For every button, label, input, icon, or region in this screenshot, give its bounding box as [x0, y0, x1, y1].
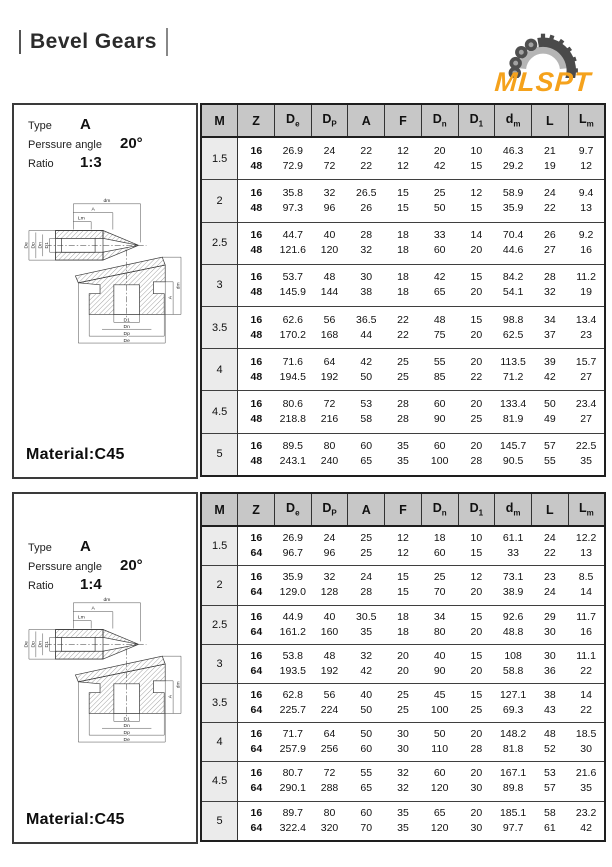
spec-cell: 16 48 [250, 271, 263, 299]
dim-label-de-bottom: De [123, 738, 130, 744]
dim-label-a-right: A [168, 295, 174, 300]
spec-cell: 15 20 [470, 271, 483, 299]
spec-cell: 40 120 [320, 229, 339, 257]
title-divider-left [19, 30, 21, 54]
module-value: 5 [201, 801, 238, 841]
spec-cell: 55 65 [360, 767, 373, 795]
column-header: A [348, 493, 385, 526]
spec-cell: 61.1 33 [502, 532, 524, 560]
spec-cell: 60 100 [430, 440, 449, 468]
spec-cell: 20 20 [397, 649, 409, 677]
spec-cell: 18 18 [397, 271, 409, 299]
spec-cell: 16 64 [250, 571, 263, 599]
spec-cell: 71.6 194.5 [279, 355, 306, 383]
spec-cell: 73.1 38.9 [502, 571, 524, 599]
spec-cell: 34 80 [433, 610, 446, 638]
dim-label-a: A [91, 606, 95, 612]
brand-logo [482, 12, 604, 98]
spec-cell: 23.4 27 [575, 397, 597, 425]
spec-cell: 30 38 [360, 271, 373, 299]
spec-cell: 80.7 290.1 [279, 767, 306, 795]
spec-cell: 56 168 [320, 313, 339, 341]
spec-cell: 62.6 170.2 [279, 313, 306, 341]
spec-panel-ratio-1-4 [12, 492, 198, 844]
module-row [201, 801, 605, 841]
module-value: 3.5 [201, 683, 238, 722]
bevel-gear-drawing [18, 590, 188, 746]
module-value: 4.5 [201, 391, 238, 433]
module-value: 1.5 [201, 526, 238, 566]
module-value: 2.5 [201, 222, 238, 264]
spec-cell: 24 22 [543, 186, 556, 214]
spec-cell: 148.2 81.8 [499, 728, 527, 756]
module-value: 2.5 [201, 605, 238, 644]
spec-cell: 15 15 [397, 186, 409, 214]
module-row [201, 723, 605, 762]
spec-cell: 145.7 90.5 [499, 440, 527, 468]
spec-cell: 50 110 [431, 728, 449, 756]
spec-cell: 25 25 [397, 355, 409, 383]
dim-label-dn-bottom: Dn [123, 325, 130, 331]
column-header: $D_P$ [311, 104, 348, 137]
spec-cell: 80 320 [320, 806, 339, 834]
spec-cell: 64 256 [320, 728, 339, 756]
spec-cell: 50 49 [543, 397, 556, 425]
column-header: $L_m$ [568, 104, 605, 137]
spec-cell: 18.5 30 [575, 728, 597, 756]
spec-cell: 26.9 96.7 [282, 532, 304, 560]
spec-cell: 57 55 [543, 440, 556, 468]
spec-cell: 20 28 [470, 728, 483, 756]
spec-cell: 24 72 [323, 144, 336, 172]
spec-cell: 71.7 257.9 [279, 728, 306, 756]
module-row [201, 349, 605, 391]
spec-cell: 12 15 [470, 186, 483, 214]
pressure-angle-value: 20° [120, 557, 143, 574]
spec-cell: 28 28 [397, 397, 409, 425]
spec-cell: 22 22 [360, 144, 373, 172]
material-note: Material:C45 [26, 446, 125, 463]
dim-label-dm-right: dm [176, 681, 182, 689]
spec-cell: 20 28 [470, 440, 483, 468]
spec-cell: 53.7 145.9 [279, 271, 306, 299]
column-header: Z [238, 493, 275, 526]
spec-cell: 62.8 225.7 [279, 689, 306, 717]
spec-cell: 167.1 89.8 [499, 767, 527, 795]
spec-cell: 12 20 [470, 571, 483, 599]
spec-cell: 55 85 [433, 355, 446, 383]
column-header: $D_1$ [458, 493, 495, 526]
dim-label-dp-left: Dp [31, 641, 37, 648]
spec-cell: 24 22 [543, 532, 556, 560]
spec-cell: 9.2 16 [578, 229, 594, 257]
spec-cell: 11.1 22 [576, 649, 596, 677]
type-label: Type [28, 542, 52, 554]
spec-cell: 16 64 [250, 689, 263, 717]
spec-cell: 35.9 129.0 [279, 571, 306, 599]
spec-cell: 20 30 [470, 806, 483, 834]
spec-cell: 58.9 35.9 [502, 186, 524, 214]
column-header: $D_n$ [421, 493, 458, 526]
spec-cell: 35 35 [397, 440, 409, 468]
spec-cell: 36.5 44 [356, 313, 377, 341]
spec-cell: 18 60 [433, 532, 446, 560]
pressure-angle-label: Perssure angle [28, 561, 102, 573]
module-value: 4.5 [201, 762, 238, 801]
spec-cell: 25 70 [433, 571, 446, 599]
spec-cell: 16 64 [250, 728, 263, 756]
spec-cell: 24 28 [360, 571, 373, 599]
spec-cell: 10 15 [470, 144, 483, 172]
dim-label-dp-bottom: Dp [123, 731, 130, 737]
spec-cell: 80.6 218.8 [279, 397, 306, 425]
spec-cell: 25 50 [433, 186, 446, 214]
spec-table-ratio-1-4 [200, 492, 606, 842]
spec-cell: 16 64 [250, 532, 263, 560]
spec-cell: 39 42 [543, 355, 556, 383]
dim-label-de-bottom: De [123, 339, 130, 345]
dim-label-lm: Lm [77, 615, 85, 621]
dim-label-d1-left: D1 [45, 242, 51, 249]
pressure-angle-label: Perssure angle [28, 139, 102, 151]
spec-cell: 80 240 [320, 440, 339, 468]
spec-cell: 60 70 [360, 806, 373, 834]
type-value: A [80, 116, 91, 133]
module-value: 5 [201, 433, 238, 476]
gear-info [28, 116, 143, 173]
module-row [201, 222, 605, 264]
spec-cell: 15 20 [470, 610, 483, 638]
column-header: $D_e$ [274, 104, 311, 137]
spec-cell: 65 120 [430, 806, 449, 834]
spec-table [200, 103, 606, 477]
spec-cell: 16 48 [250, 144, 263, 172]
spec-cell: 42 65 [433, 271, 446, 299]
spec-cell: 9.7 12 [578, 144, 594, 172]
spec-cell: 44.9 161.2 [279, 610, 306, 638]
spec-cell: 16 64 [250, 649, 263, 677]
spec-cell: 46.3 29.2 [502, 144, 524, 172]
spec-cell: 20 25 [470, 397, 483, 425]
spec-cell: 40 90 [433, 649, 446, 677]
module-value: 2 [201, 180, 238, 222]
spec-cell: 14 22 [580, 689, 592, 717]
spec-cell: 12.2 13 [575, 532, 597, 560]
module-row [201, 137, 605, 180]
module-row [201, 683, 605, 722]
spec-cell: 20 22 [470, 355, 483, 383]
module-value: 3.5 [201, 306, 238, 348]
spec-cell: 14 20 [470, 229, 483, 257]
module-row [201, 762, 605, 801]
spec-cell: 23.2 42 [575, 806, 597, 834]
module-row [201, 526, 605, 566]
spec-cell: 24 96 [323, 532, 336, 560]
spec-cell: 25 25 [397, 689, 409, 717]
spec-cell: 16 48 [250, 229, 263, 257]
spec-cell: 48 192 [320, 649, 339, 677]
page-header [19, 28, 168, 56]
dim-label-d1-left: D1 [45, 641, 51, 648]
module-row [201, 605, 605, 644]
gear-info [28, 538, 143, 595]
spec-cell: 25 25 [360, 532, 373, 560]
drawing-area [18, 191, 188, 352]
spec-cell: 53 58 [360, 397, 373, 425]
spec-cell: 18 18 [397, 229, 409, 257]
column-header: F [385, 104, 422, 137]
spec-cell: 26.9 72.9 [282, 144, 304, 172]
spec-cell: 30 36 [543, 649, 556, 677]
bevel-gear-drawing [18, 191, 188, 347]
module-row [201, 180, 605, 222]
spec-cell: 89.5 243.1 [279, 440, 306, 468]
material-note: Material:C45 [26, 811, 125, 828]
column-header: L [531, 493, 568, 526]
spec-cell: 15 20 [470, 313, 483, 341]
spec-cell: 20 42 [433, 144, 446, 172]
spec-cell: 15 25 [470, 689, 483, 717]
module-value: 3 [201, 264, 238, 306]
spec-cell: 16 64 [250, 767, 263, 795]
spec-cell: 21 19 [543, 144, 556, 172]
spec-cell: 11.7 16 [576, 610, 596, 638]
dim-label-d1-bottom: D1 [123, 318, 130, 324]
spec-cell: 48 144 [320, 271, 339, 299]
spec-cell: 9.4 13 [578, 186, 594, 214]
brand-name: MLSPT [493, 67, 593, 97]
type-value: A [80, 538, 91, 555]
spec-cell: 60 120 [430, 767, 449, 795]
spec-cell: 60 90 [433, 397, 446, 425]
spec-cell: 29 30 [543, 610, 556, 638]
ratio-label: Ratio [28, 158, 54, 170]
dim-label-a: A [91, 207, 95, 213]
spec-cell: 33 60 [433, 229, 446, 257]
spec-cell: 32 32 [397, 767, 409, 795]
spec-cell: 16 48 [250, 313, 263, 341]
module-row [201, 644, 605, 683]
spec-cell: 28 32 [543, 271, 556, 299]
dim-label-lm: Lm [77, 216, 85, 222]
dim-label-a-right: A [168, 694, 174, 699]
spec-cell: 21.6 35 [575, 767, 597, 795]
module-row [201, 306, 605, 348]
spec-cell: 98.8 62.5 [502, 313, 524, 341]
column-header: $d_m$ [495, 104, 532, 137]
spec-cell: 16 64 [250, 610, 263, 638]
dim-label-dn-left: Dn [38, 641, 44, 648]
spec-cell: 8.5 14 [578, 571, 594, 599]
ratio-value: 1:4 [80, 576, 102, 593]
dim-label-d1-bottom: D1 [123, 717, 130, 723]
spec-cell: 58 61 [543, 806, 556, 834]
spec-cell: 45 100 [430, 689, 449, 717]
spec-cell: 92.6 48.8 [502, 610, 524, 638]
spec-cell: 30.5 35 [356, 610, 377, 638]
spec-cell: 48 75 [433, 313, 446, 341]
spec-cell: 108 58.8 [502, 649, 524, 677]
spec-cell: 13.4 23 [575, 313, 597, 341]
spec-cell: 42 50 [360, 355, 373, 383]
dim-label-de-left: De [24, 641, 30, 648]
column-header: A [348, 104, 385, 137]
spec-cell: 15 20 [470, 649, 483, 677]
spec-cell: 32 96 [323, 186, 336, 214]
column-header: F [385, 493, 422, 526]
spec-cell: 35.8 97.3 [282, 186, 304, 214]
column-header: M [201, 104, 238, 137]
spec-cell: 70.4 44.6 [502, 229, 524, 257]
spec-cell: 72 288 [320, 767, 339, 795]
column-header: $D_e$ [274, 493, 311, 526]
spec-cell: 40 160 [320, 610, 339, 638]
dim-label-dm-right: dm [176, 282, 182, 290]
dim-label-de-left: De [24, 242, 30, 249]
column-header: $D_P$ [311, 493, 348, 526]
page-title: Bevel Gears [30, 30, 157, 53]
ratio-label: Ratio [28, 580, 54, 592]
spec-cell: 64 192 [320, 355, 339, 383]
spec-cell: 50 60 [360, 728, 373, 756]
dim-label-dp-left: Dp [31, 242, 37, 249]
module-value: 2 [201, 566, 238, 605]
column-header: $D_1$ [458, 104, 495, 137]
spec-cell: 38 43 [543, 689, 556, 717]
spec-cell: 28 32 [360, 229, 373, 257]
spec-cell: 48 52 [543, 728, 556, 756]
spec-cell: 113.5 71.2 [500, 355, 526, 383]
dim-label-dn-left: Dn [38, 242, 44, 249]
spec-cell: 32 128 [320, 571, 339, 599]
column-header: M [201, 493, 238, 526]
spec-cell: 40 50 [360, 689, 373, 717]
spec-cell: 22.5 35 [575, 440, 597, 468]
spec-cell: 53 57 [543, 767, 556, 795]
dim-label-dp-bottom: Dp [123, 332, 130, 338]
drawing-area [18, 590, 188, 751]
pinion-section [46, 629, 147, 659]
module-value: 1.5 [201, 137, 238, 180]
spec-cell: 60 65 [360, 440, 373, 468]
spec-cell: 16 48 [250, 440, 263, 468]
column-header: L [531, 104, 568, 137]
spec-cell: 26.5 26 [356, 186, 377, 214]
spec-cell: 12 12 [397, 144, 409, 172]
spec-cell: 127.1 69.3 [499, 689, 527, 717]
module-row [201, 566, 605, 605]
module-value: 4 [201, 723, 238, 762]
pinion-section [46, 230, 147, 260]
spec-cell: 35 35 [397, 806, 409, 834]
gear-section [75, 250, 165, 324]
spec-cell: 15 15 [397, 571, 409, 599]
module-row [201, 391, 605, 433]
module-value: 3 [201, 644, 238, 683]
spec-cell: 133.4 81.9 [499, 397, 527, 425]
dim-label-dm: dm [103, 198, 111, 204]
spec-cell: 22 22 [397, 313, 409, 341]
dim-label-dm: dm [103, 597, 111, 603]
type-label: Type [28, 120, 52, 132]
spec-cell: 32 42 [360, 649, 373, 677]
spec-panel-ratio-1-3 [12, 103, 198, 479]
spec-cell: 15.7 27 [575, 355, 597, 383]
column-header: $D_n$ [421, 104, 458, 137]
module-value: 4 [201, 349, 238, 391]
pressure-angle-value: 20° [120, 135, 143, 152]
gear-section [75, 649, 165, 723]
module-row [201, 433, 605, 476]
column-header: $d_m$ [495, 493, 532, 526]
spec-cell: 84.2 54.1 [502, 271, 524, 299]
spec-cell: 56 224 [320, 689, 339, 717]
spec-table-ratio-1-3 [200, 103, 606, 477]
spec-cell: 11.2 19 [576, 271, 596, 299]
spec-cell: 26 27 [543, 229, 556, 257]
spec-cell: 12 12 [397, 532, 409, 560]
module-row [201, 264, 605, 306]
spec-cell: 72 216 [320, 397, 339, 425]
spec-cell: 185.1 97.7 [499, 806, 527, 834]
spec-table [200, 492, 606, 842]
spec-cell: 16 64 [250, 806, 263, 834]
spec-cell: 23 24 [543, 571, 556, 599]
spec-cell: 34 37 [543, 313, 556, 341]
column-header: $L_m$ [568, 493, 605, 526]
spec-cell: 16 48 [250, 355, 263, 383]
spec-cell: 44.7 121.6 [279, 229, 306, 257]
spec-cell: 18 18 [397, 610, 409, 638]
spec-cell: 16 48 [250, 397, 263, 425]
ratio-value: 1:3 [80, 154, 102, 171]
spec-cell: 89.7 322.4 [279, 806, 306, 834]
column-header: Z [238, 104, 275, 137]
spec-cell: 53.8 193.5 [279, 649, 306, 677]
spec-cell: 16 48 [250, 186, 263, 214]
spec-cell: 20 30 [470, 767, 483, 795]
title-divider-right [166, 28, 168, 56]
spec-cell: 10 15 [470, 532, 483, 560]
dim-label-dn-bottom: Dn [123, 724, 130, 730]
spec-cell: 30 30 [397, 728, 409, 756]
